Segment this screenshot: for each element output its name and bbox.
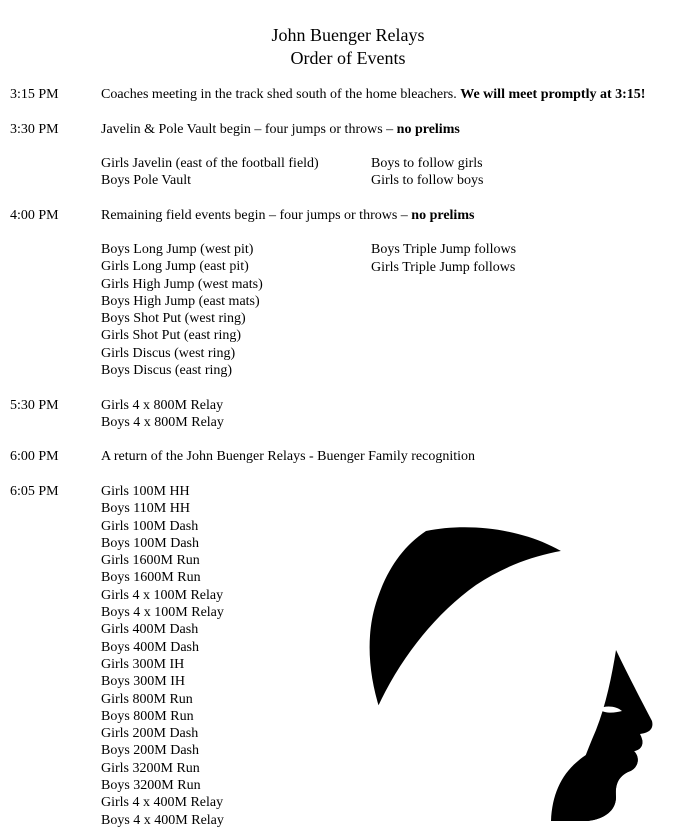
event-item: Girls 4 x 400M Relay	[101, 795, 224, 811]
event-item: Girls 100M Dash	[101, 518, 199, 534]
time-3-30: 3:30 PM	[10, 122, 59, 137]
event-note: Boys Triple Jump follows	[371, 242, 517, 257]
field-events-plain: Remaining field events begin – four jumps or throws –	[101, 208, 412, 223]
event-item: Girls High Jump (west mats)	[101, 276, 263, 292]
event-item: Girls 1600M Run	[101, 553, 200, 569]
event-item: Boys 300M IH	[101, 674, 186, 690]
field-events-list	[101, 241, 263, 379]
event-item: Girls 300M IH	[101, 656, 185, 672]
event-item: Boys Pole Vault	[101, 173, 191, 188]
javelin-pole-vault-text	[101, 121, 460, 138]
javelin-pole-vault-plain: Javelin & Pole Vault begin – four jumps or throws –	[101, 122, 397, 137]
event-item: Girls 3200M Run	[101, 760, 200, 776]
coaches-meeting-plain: Coaches meeting in the track shed south of the home bleachers.	[101, 87, 461, 102]
event-item: Boys 200M Dash	[101, 743, 200, 759]
event-item: Girls 800M Run	[101, 691, 193, 707]
event-item: Boys 1600M Run	[101, 570, 201, 586]
time-6-00: 6:00 PM	[10, 449, 59, 464]
no-prelims-bold: no prelims	[396, 122, 460, 137]
chief-head-logo-icon	[366, 525, 656, 823]
event-item: Boys High Jump (east mats)	[101, 293, 260, 309]
event-item: Girls Long Jump (east pit)	[101, 259, 249, 275]
time-4-00: 4:00 PM	[10, 208, 59, 223]
event-item: Girls 100M HH	[101, 484, 190, 499]
time-3-15: 3:15 PM	[10, 87, 59, 102]
event-item: Boys 100M Dash	[101, 535, 200, 551]
page-subtitle: Order of Events	[290, 48, 406, 68]
coaches-meeting-bold: We will meet promptly at 3:15!	[460, 87, 646, 102]
event-item: Boys 4 x 800M Relay	[101, 415, 224, 430]
event-item: Boys 110M HH	[101, 501, 190, 517]
event-item: Girls Javelin (east of the football field)	[101, 156, 319, 171]
buenger-recognition-text: A return of the John Buenger Relays - Buenger Family recognition	[101, 449, 476, 464]
event-item: Boys 3200M Run	[101, 778, 201, 794]
event-item: Boys Discus (east ring)	[101, 363, 233, 379]
event-note: Girls to follow boys	[371, 173, 484, 188]
event-item: Girls 4 x 100M Relay	[101, 587, 224, 603]
event-item: Boys 4 x 100M Relay	[101, 605, 224, 621]
event-item: Girls 200M Dash	[101, 726, 199, 742]
event-item: Girls 4 x 800M Relay	[101, 398, 224, 413]
event-item: Girls 400M Dash	[101, 622, 199, 638]
field-events-text	[101, 207, 474, 224]
coaches-meeting-text	[101, 86, 645, 103]
running-events-list	[101, 483, 224, 829]
time-5-30: 5:30 PM	[10, 398, 59, 413]
page-title: John Buenger Relays	[271, 25, 425, 45]
no-prelims-bold: no prelims	[411, 208, 475, 223]
event-note: Boys to follow girls	[371, 156, 483, 171]
event-note: Girls Triple Jump follows	[371, 260, 516, 275]
time-6-05: 6:05 PM	[10, 484, 59, 499]
event-item: Boys 800M Run	[101, 708, 194, 724]
event-item: Girls Discus (west ring)	[101, 345, 236, 361]
event-item: Boys Shot Put (west ring)	[101, 311, 246, 327]
event-item: Boys Long Jump (west pit)	[101, 242, 254, 257]
event-item: Boys 400M Dash	[101, 639, 200, 655]
event-item: Boys 4 x 400M Relay	[101, 812, 224, 828]
event-item: Girls Shot Put (east ring)	[101, 328, 241, 344]
